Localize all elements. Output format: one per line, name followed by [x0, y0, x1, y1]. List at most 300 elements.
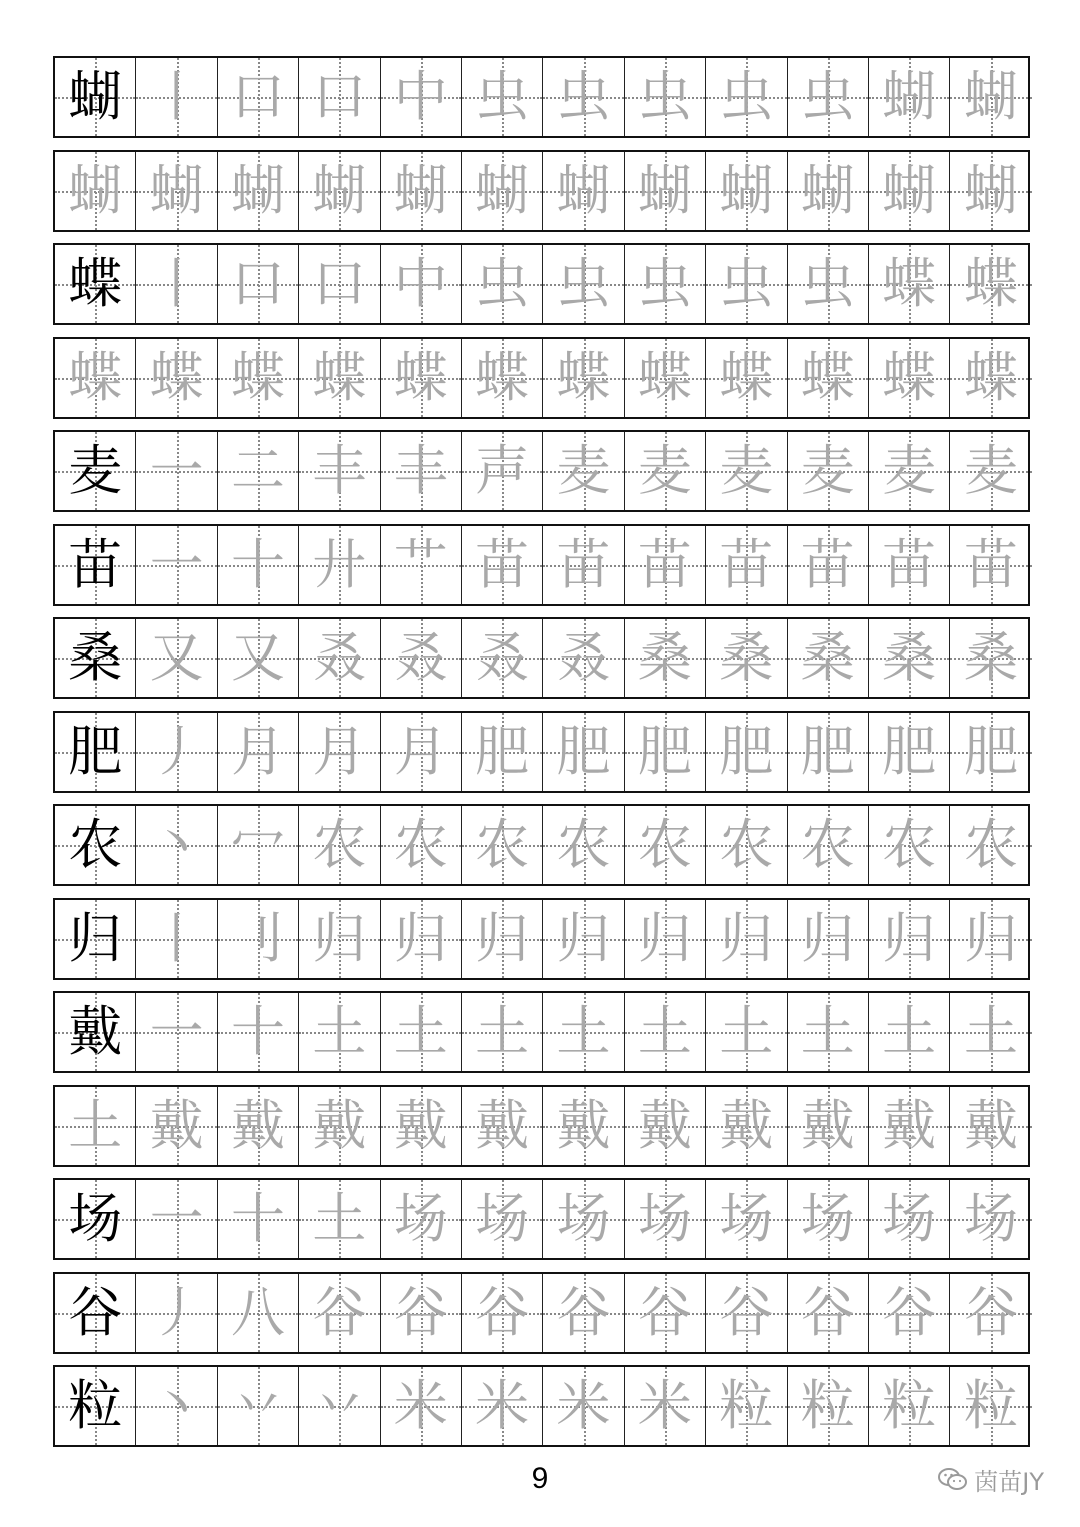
- trace-cell: [299, 900, 380, 978]
- trace-character: 蝶: [963, 252, 1018, 315]
- trace-cell: [462, 526, 543, 604]
- trace-character: 麦: [963, 439, 1018, 502]
- trace-cell: [869, 152, 950, 230]
- trace-cell: [625, 1180, 706, 1258]
- model-character-cell: [55, 432, 136, 510]
- trace-cell: [218, 1367, 299, 1445]
- trace-character: 廾: [312, 532, 367, 596]
- practice-row: [53, 150, 1030, 232]
- trace-cell: [462, 1180, 543, 1258]
- trace-character: 米: [393, 1374, 448, 1437]
- trace-cell: [869, 900, 950, 978]
- practice-row: [53, 1085, 1030, 1167]
- trace-character: 蝴: [393, 158, 448, 222]
- trace-character: 中: [393, 252, 448, 315]
- trace-character: 场: [556, 1187, 611, 1250]
- trace-character: 谷: [719, 1280, 774, 1344]
- trace-cell: [869, 526, 950, 604]
- trace-cell: [381, 619, 462, 697]
- trace-character: 谷: [963, 1280, 1018, 1344]
- trace-cell: [381, 152, 462, 230]
- practice-row: [53, 1272, 1030, 1354]
- trace-cell: [299, 1180, 380, 1258]
- trace-cell: [136, 245, 217, 323]
- trace-character: 虫: [475, 65, 530, 128]
- trace-cell: [543, 58, 624, 136]
- trace-character: 桑: [800, 626, 855, 689]
- trace-cell: [299, 526, 380, 604]
- trace-cell: [869, 713, 950, 791]
- trace-cell: [299, 713, 380, 791]
- trace-character: 麦: [719, 439, 774, 502]
- trace-cell: [625, 58, 706, 136]
- trace-character: 戴: [556, 1093, 611, 1157]
- trace-character: 归: [475, 906, 530, 970]
- trace-character: 蝶: [556, 345, 611, 409]
- model-character-cell: [55, 526, 136, 604]
- trace-cell: [788, 1180, 869, 1258]
- practice-row: [53, 524, 1030, 606]
- trace-cell: [706, 1274, 787, 1352]
- trace-character: 蝶: [68, 345, 123, 409]
- trace-cell: [706, 1367, 787, 1445]
- trace-cell: [136, 1367, 217, 1445]
- model-character-cell: [55, 900, 136, 978]
- trace-cell: [381, 1180, 462, 1258]
- trace-character: 虫: [719, 252, 774, 315]
- trace-character: 口: [312, 252, 367, 315]
- trace-cell: [136, 993, 217, 1071]
- trace-cell: [950, 152, 1031, 230]
- trace-character: 虫: [475, 252, 530, 315]
- trace-cell: [706, 152, 787, 230]
- trace-cell: [218, 806, 299, 884]
- trace-cell: [381, 900, 462, 978]
- trace-cell: [625, 339, 706, 417]
- trace-character: 农: [393, 813, 448, 876]
- model-character-cell: [55, 1274, 136, 1352]
- trace-cell: [950, 339, 1031, 417]
- trace-character: 土: [312, 1000, 367, 1063]
- trace-cell: [299, 58, 380, 136]
- trace-cell: [788, 58, 869, 136]
- trace-character: 戴: [882, 1093, 937, 1157]
- trace-character: 苗: [882, 532, 937, 596]
- page-number: 9: [531, 1462, 549, 1495]
- trace-character: 八: [230, 1280, 285, 1344]
- trace-character: 丨: [149, 252, 204, 315]
- trace-cell: [706, 58, 787, 136]
- trace-character: 艹: [393, 532, 448, 596]
- trace-character: 刂: [230, 906, 285, 970]
- trace-cell: [543, 1087, 624, 1165]
- trace-character: 土: [475, 1000, 530, 1063]
- trace-character: 农: [312, 813, 367, 876]
- trace-character: 月: [230, 719, 285, 783]
- trace-character: 丨: [149, 65, 204, 128]
- trace-character: 场: [475, 1187, 530, 1250]
- trace-character: 蝶: [963, 345, 1018, 409]
- trace-character: 肥: [963, 719, 1018, 783]
- trace-character: 农: [556, 813, 611, 876]
- practice-row: [53, 243, 1030, 325]
- model-character: 归: [68, 906, 123, 970]
- trace-character: 归: [393, 906, 448, 970]
- trace-cell: [462, 806, 543, 884]
- trace-cell: [869, 339, 950, 417]
- trace-character: 虫: [556, 65, 611, 128]
- trace-character: 丰: [312, 439, 367, 502]
- trace-character: 桑: [882, 626, 937, 689]
- trace-cell: [950, 526, 1031, 604]
- trace-cell: [950, 993, 1031, 1071]
- trace-character: 丿: [149, 719, 204, 783]
- trace-cell: [543, 1274, 624, 1352]
- trace-cell: [869, 806, 950, 884]
- practice-row: [53, 898, 1030, 980]
- trace-cell: [788, 713, 869, 791]
- trace-character: 苗: [556, 532, 611, 596]
- trace-cell: [543, 1367, 624, 1445]
- trace-cell: [625, 245, 706, 323]
- trace-cell: [55, 339, 136, 417]
- trace-character: 苗: [719, 532, 774, 596]
- trace-cell: [543, 526, 624, 604]
- trace-character: 肥: [556, 719, 611, 783]
- trace-character: 蝶: [312, 345, 367, 409]
- trace-character: 归: [719, 906, 774, 970]
- trace-character: 丷: [230, 1374, 285, 1437]
- trace-cell: [706, 900, 787, 978]
- trace-character: 场: [393, 1187, 448, 1250]
- trace-character: 虫: [637, 252, 692, 315]
- trace-character: 戴: [312, 1093, 367, 1157]
- trace-cell: [381, 58, 462, 136]
- trace-character: 麦: [637, 439, 692, 502]
- trace-cell: [136, 900, 217, 978]
- trace-cell: [869, 245, 950, 323]
- trace-cell: [299, 1274, 380, 1352]
- trace-cell: [625, 432, 706, 510]
- trace-cell: [462, 58, 543, 136]
- trace-cell: [950, 806, 1031, 884]
- trace-cell: [218, 526, 299, 604]
- trace-cell: [625, 1087, 706, 1165]
- trace-character: 戴: [963, 1093, 1018, 1157]
- trace-character: 归: [312, 906, 367, 970]
- model-character-cell: [55, 713, 136, 791]
- trace-cell: [462, 339, 543, 417]
- trace-character: 蝴: [963, 158, 1018, 222]
- trace-character: 声: [475, 439, 530, 502]
- trace-character: 一: [149, 1000, 204, 1063]
- trace-cell: [788, 339, 869, 417]
- trace-character: 口: [230, 252, 285, 315]
- trace-character: 一: [149, 1187, 204, 1250]
- trace-cell: [950, 58, 1031, 136]
- trace-character: 肥: [800, 719, 855, 783]
- trace-character: 一: [149, 439, 204, 502]
- trace-cell: [788, 245, 869, 323]
- trace-cell: [136, 58, 217, 136]
- trace-character: 戴: [475, 1093, 530, 1157]
- trace-cell: [543, 806, 624, 884]
- trace-cell: [218, 900, 299, 978]
- trace-cell: [788, 432, 869, 510]
- trace-character: 月: [312, 719, 367, 783]
- trace-cell: [788, 900, 869, 978]
- trace-character: 口: [312, 65, 367, 128]
- trace-cell: [136, 1087, 217, 1165]
- trace-cell: [55, 1087, 136, 1165]
- practice-row: [53, 430, 1030, 512]
- trace-character: 谷: [475, 1280, 530, 1344]
- trace-character: 农: [800, 813, 855, 876]
- trace-cell: [869, 58, 950, 136]
- model-character: 场: [68, 1187, 123, 1250]
- trace-character: 桑: [963, 626, 1018, 689]
- trace-cell: [950, 619, 1031, 697]
- trace-character: 二: [230, 439, 285, 502]
- trace-cell: [462, 432, 543, 510]
- trace-cell: [299, 806, 380, 884]
- trace-cell: [625, 993, 706, 1071]
- trace-cell: [788, 993, 869, 1071]
- trace-character: 农: [882, 813, 937, 876]
- practice-row: [53, 1178, 1030, 1260]
- trace-cell: [869, 1367, 950, 1445]
- model-character-cell: [55, 1180, 136, 1258]
- trace-character: 丷: [312, 1374, 367, 1437]
- trace-cell: [625, 526, 706, 604]
- trace-cell: [218, 432, 299, 510]
- model-character: 肥: [68, 719, 123, 783]
- trace-character: 归: [637, 906, 692, 970]
- trace-character: 蝶: [393, 345, 448, 409]
- trace-character: 土: [68, 1093, 123, 1157]
- watermark-text: 茵苗JY: [974, 1468, 1044, 1496]
- trace-character: 戴: [719, 1093, 774, 1157]
- trace-character: 肥: [637, 719, 692, 783]
- trace-character: 中: [393, 65, 448, 128]
- trace-cell: [381, 245, 462, 323]
- practice-sheet: [53, 56, 1030, 1459]
- trace-character: 土: [800, 1000, 855, 1063]
- trace-cell: [788, 152, 869, 230]
- trace-cell: [299, 1087, 380, 1165]
- trace-cell: [136, 152, 217, 230]
- trace-character: 粒: [882, 1374, 937, 1437]
- trace-cell: [869, 993, 950, 1071]
- trace-cell: [950, 245, 1031, 323]
- trace-character: 谷: [312, 1280, 367, 1344]
- trace-character: 苗: [475, 532, 530, 596]
- trace-character: 蝴: [68, 158, 123, 222]
- trace-character: 场: [963, 1187, 1018, 1250]
- trace-character: 米: [556, 1374, 611, 1437]
- trace-character: 粒: [800, 1374, 855, 1437]
- trace-character: 又: [230, 626, 285, 689]
- trace-character: 蝴: [882, 158, 937, 222]
- trace-cell: [218, 245, 299, 323]
- trace-cell: [299, 432, 380, 510]
- trace-character: 土: [719, 1000, 774, 1063]
- trace-character: 蝴: [882, 65, 937, 128]
- trace-character: 农: [475, 813, 530, 876]
- trace-character: 叒: [393, 626, 448, 689]
- trace-cell: [543, 619, 624, 697]
- model-character: 麦: [68, 439, 123, 502]
- trace-cell: [625, 1274, 706, 1352]
- trace-character: 谷: [556, 1280, 611, 1344]
- trace-cell: [706, 245, 787, 323]
- trace-cell: [788, 619, 869, 697]
- trace-character: 土: [556, 1000, 611, 1063]
- trace-cell: [625, 900, 706, 978]
- trace-character: 蝴: [719, 158, 774, 222]
- model-character: 农: [68, 813, 123, 876]
- trace-character: 农: [637, 813, 692, 876]
- trace-cell: [381, 1367, 462, 1445]
- trace-character: 场: [637, 1187, 692, 1250]
- trace-cell: [218, 339, 299, 417]
- trace-character: 农: [719, 813, 774, 876]
- trace-character: 一: [149, 532, 204, 596]
- trace-cell: [706, 1087, 787, 1165]
- trace-character: 蝶: [800, 345, 855, 409]
- trace-cell: [950, 1367, 1031, 1445]
- trace-character: 蝶: [149, 345, 204, 409]
- trace-cell: [381, 339, 462, 417]
- trace-cell: [462, 1367, 543, 1445]
- trace-cell: [55, 152, 136, 230]
- trace-character: 蝴: [963, 65, 1018, 128]
- trace-character: 肥: [882, 719, 937, 783]
- trace-character: 苗: [963, 532, 1018, 596]
- trace-cell: [218, 152, 299, 230]
- trace-cell: [462, 152, 543, 230]
- trace-character: 谷: [800, 1280, 855, 1344]
- trace-character: 蝴: [149, 158, 204, 222]
- trace-cell: [381, 713, 462, 791]
- model-character-cell: [55, 245, 136, 323]
- model-character: 戴: [68, 1000, 123, 1063]
- trace-cell: [136, 1274, 217, 1352]
- trace-character: 土: [637, 1000, 692, 1063]
- trace-character: 麦: [556, 439, 611, 502]
- trace-cell: [625, 806, 706, 884]
- trace-character: 戴: [637, 1093, 692, 1157]
- trace-character: 谷: [393, 1280, 448, 1344]
- trace-cell: [543, 152, 624, 230]
- trace-character: 蝴: [475, 158, 530, 222]
- trace-character: 场: [800, 1187, 855, 1250]
- trace-cell: [706, 619, 787, 697]
- practice-row: [53, 56, 1030, 138]
- trace-character: 桑: [637, 626, 692, 689]
- trace-character: 蝴: [637, 158, 692, 222]
- trace-cell: [136, 1180, 217, 1258]
- trace-cell: [381, 993, 462, 1071]
- trace-character: 丰: [393, 439, 448, 502]
- trace-character: 桑: [719, 626, 774, 689]
- trace-cell: [950, 900, 1031, 978]
- trace-cell: [381, 806, 462, 884]
- trace-character: 麦: [800, 439, 855, 502]
- trace-cell: [543, 713, 624, 791]
- trace-cell: [299, 339, 380, 417]
- trace-cell: [136, 526, 217, 604]
- trace-cell: [625, 713, 706, 791]
- trace-cell: [543, 339, 624, 417]
- trace-cell: [462, 900, 543, 978]
- trace-cell: [218, 993, 299, 1071]
- trace-cell: [462, 1274, 543, 1352]
- trace-character: 农: [963, 813, 1018, 876]
- model-character: 桑: [68, 626, 123, 689]
- trace-character: 归: [882, 906, 937, 970]
- practice-row: [53, 804, 1030, 886]
- model-character-cell: [55, 1367, 136, 1445]
- trace-cell: [462, 993, 543, 1071]
- model-character: 苗: [68, 532, 123, 596]
- trace-cell: [462, 245, 543, 323]
- trace-character: 苗: [637, 532, 692, 596]
- trace-character: 谷: [637, 1280, 692, 1344]
- trace-cell: [706, 526, 787, 604]
- trace-cell: [950, 1274, 1031, 1352]
- trace-character: 蝴: [230, 158, 285, 222]
- trace-cell: [136, 432, 217, 510]
- trace-character: 十: [230, 1187, 285, 1250]
- model-character: 蝶: [68, 252, 123, 315]
- model-character-cell: [55, 58, 136, 136]
- model-character-cell: [55, 806, 136, 884]
- trace-cell: [381, 526, 462, 604]
- trace-character: 虫: [719, 65, 774, 128]
- trace-character: 叒: [556, 626, 611, 689]
- trace-cell: [136, 339, 217, 417]
- trace-character: 蝶: [719, 345, 774, 409]
- trace-cell: [950, 1180, 1031, 1258]
- model-character: 蝴: [68, 65, 123, 128]
- trace-character: 十: [230, 532, 285, 596]
- trace-character: 蝶: [637, 345, 692, 409]
- trace-character: 口: [230, 65, 285, 128]
- trace-character: 肥: [475, 719, 530, 783]
- trace-cell: [381, 432, 462, 510]
- trace-cell: [706, 432, 787, 510]
- trace-character: 麦: [882, 439, 937, 502]
- practice-row: [53, 1365, 1030, 1447]
- trace-character: 蝶: [882, 345, 937, 409]
- trace-cell: [136, 713, 217, 791]
- trace-cell: [218, 1087, 299, 1165]
- trace-cell: [299, 1367, 380, 1445]
- trace-cell: [543, 432, 624, 510]
- trace-cell: [950, 713, 1031, 791]
- trace-cell: [136, 806, 217, 884]
- trace-character: 粒: [719, 1374, 774, 1437]
- trace-cell: [543, 245, 624, 323]
- trace-cell: [950, 432, 1031, 510]
- trace-character: 戴: [230, 1093, 285, 1157]
- trace-cell: [869, 1087, 950, 1165]
- trace-character: 虫: [637, 65, 692, 128]
- trace-cell: [625, 1367, 706, 1445]
- trace-cell: [788, 1367, 869, 1445]
- trace-cell: [299, 245, 380, 323]
